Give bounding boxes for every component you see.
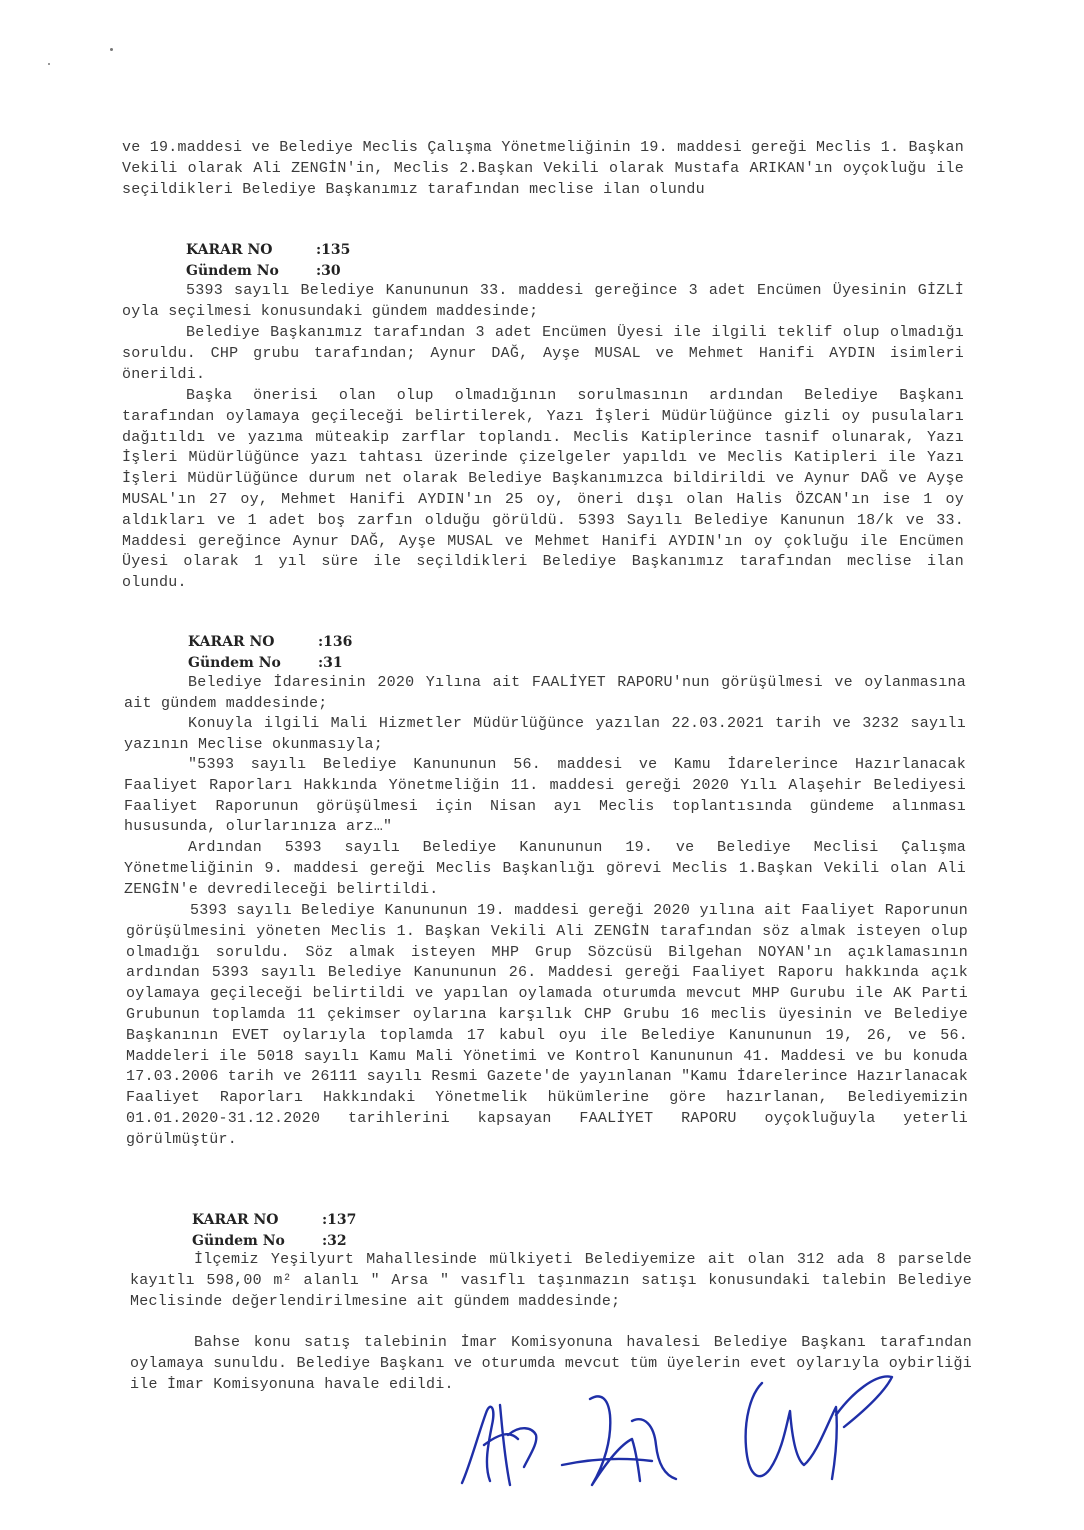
decision-137-header	[192, 1210, 356, 1252]
decision-135-paragraph-3: Başka önerisi olan olup olmadığının sorulmasının ardından Belediye Başkanı tarafından oylamaya geçileceği belirtilerek, Yazı İşleri Müdürlüğünce gizli oy pusulaları dağıtıldı ve yazıma müteakip zarflar toplandı. Meclis Katiplerince tasnif olunarak, Yazı İşleri Müdürlüğünce yazı tahtası üzerinde çizelgeler yapıldı ve Meclis Katipleri ile Yazı İşleri Müdürlüğünce durum net olarak Belediye Başkanımızca bildirildi ve Aynur DAĞ ve Ayşe MUSAL'ın 27 oy, Mehmet Hanifi AYDIN'ın 25 oy, öneri dışı olan Halis ÖZCAN'ın ise 1 oy aldıkları ve 1 adet boş zarfın olduğu görüldü. 5393 Sayılı Belediye Kanunun 18/k ve 33. Maddesi gereğince Aynur DAĞ, Ayşe MUSAL ve Mehmet Hanifi AYDIN'ın oy çokluğu ile Encümen Üyesi olarak 1 yıl süre ile seçildikleri Belediye Başkanımız tarafından meclise ilan olundu.	[122, 387, 964, 592]
scan-speck	[48, 63, 50, 65]
signatures	[440, 1335, 920, 1505]
gundem-no-value: :30	[316, 263, 341, 279]
karar-no-value: :136	[318, 634, 353, 650]
decision-136-paragraph-5: 5393 sayılı Belediye Kanununun 19. maddesi gereği 2020 yılına ait Faaliyet Raporunun görüşülmesini yöneten Meclis 1. Başkan Vekili Ali ZENGİN tarafından söz almak isteyen olup olmadığı soruldu. Söz almak isteyen MHP Grup Sözcüsü Bilgehan NOYAN'ın açıklamasının ardından 5393 sayılı Belediye Kanununun 26. Maddesi gereği Faaliyet Raporu hakkında açık oylamaya geçileceği belirtildi ve yapılan oylamada oturumda mevcut MHP Gurubu ile AK Parti Grubunun toplamda 11 çekimser oylarına karşılık CHP Grubu 16 meclis üyesinin ve Belediye Başkanının EVET oylarıyla toplamda 17 kabul oyu ile Belediye Kanununun 19, 26, ve 56. Maddeleri ile 5018 sayılı Kamu Mali Yönetimi ve Kontrol Kanununun 41. Maddesi ve bu konuda 17.03.2006 tarih ve 26111 sayılı Resmi Gazete'de yayınlanan "Kamu İdarelerince Hazırlanacak Faaliyet Raporları Hakkındaki Yönetmelik hükümlerine göre hazırlanan, Belediyemizin 01.01.2020-31.12.2020 tarihlerini kapsayan FAALİYET RAPORU oyçokluğuyla yeterli görülmüştür.	[126, 902, 968, 1148]
gundem-no-value: :31	[318, 655, 343, 671]
decision-137-paragraph-1: İlçemiz Yeşilyurt Mahallesinde mülkiyeti Belediyemize ait olan 312 ada 8 parselde kayıtlı 598,00 m² alanlı " Arsa " vasıflı taşınmazın satışı konusundaki talebin Belediye Meclisinde değerlendirilmesine ait gündem maddesinde;	[130, 1251, 972, 1310]
signature-1	[462, 1405, 536, 1485]
decision-135-paragraph-2: Belediye Başkanımız tarafından 3 adet Encümen Üyesi ile ilgili teklif olup olmadığı soruldu. CHP grubu tarafından; Aynur DAĞ, Ayşe MUSAL ve Mehmet Hanifi AYDIN isimleri önerildi.	[122, 324, 964, 383]
decision-136-paragraph-2: Konuyla ilgili Mali Hizmetler Müdürlüğünce yazılan 22.03.2021 tarih ve 3232 sayılı yazının Meclise okunmasıyla;	[124, 715, 966, 753]
decision-136-paragraph-4: Ardından 5393 sayılı Belediye Kanununun 19. ve Belediye Meclisi Çalışma Yönetmeliğinin 9. maddesi gereği Meclis Başkanlığı görevi Meclis 1.Başkan Vekili olan Ali ZENGİN'e devredileceği belirtildi.	[124, 839, 966, 898]
karar-no-label: KARAR NO	[186, 242, 273, 258]
karar-no-label: KARAR NO	[188, 634, 275, 650]
scan-speck	[110, 48, 113, 51]
decision-135-header	[186, 240, 350, 282]
intro-paragraph: ve 19.maddesi ve Belediye Meclis Çalışma Yönetmeliğinin 19. maddesi gereği Meclis 1. Başkan Vekili olarak Ali ZENGİN'in, Meclis 2.Başkan Vekili olarak Mustafa ARIKAN'ın oyçokluğu ile seçildikleri Belediye Başkanımız tarafından meclise ilan olundu	[122, 139, 964, 198]
karar-no-value: :137	[322, 1212, 357, 1228]
signature-3	[746, 1376, 892, 1479]
gundem-no-label: Gündem No	[186, 263, 279, 279]
decision-136-header	[188, 632, 352, 674]
signature-2	[562, 1396, 676, 1485]
gundem-no-label: Gündem No	[192, 1233, 285, 1249]
gundem-no-label: Gündem No	[188, 655, 281, 671]
decision-136-paragraph-3: "5393 sayılı Belediye Kanununun 56. maddesi ve Kamu İdarelerince Hazırlanacak Faaliyet Raporları Hakkında Yönetmeliğin 11. maddesi gereği 2020 Yılı Alaşehir Belediyesi Faaliyet Raporunun görüşülmesi için Nisan ayı Meclis toplantısında gündeme alınması hususunda, olurlarınıza arz…"	[124, 756, 966, 836]
decision-135-paragraph-1: 5393 sayılı Belediye Kanununun 33. maddesi gereğince 3 adet Encümen Üyesinin GİZLİ oyla seçilmesi konusundaki gündem maddesinde;	[122, 282, 964, 320]
decision-137-paragraph-2: Bahse konu satış talebinin İmar Komisyonuna havalesi Belediye Başkanı tarafından oylamaya sunuldu. Belediye Başkanı ve oturumda mevcut tüm üyelerin evet oylarıyla oybirliği ile İmar Komisyonuna havale edildi.	[130, 1334, 972, 1393]
karar-no-value: :135	[316, 242, 351, 258]
karar-no-label: KARAR NO	[192, 1212, 279, 1228]
decision-136-paragraph-1: Belediye İdaresinin 2020 Yılına ait FAALİYET RAPORU'nun görüşülmesi ve oylanmasına ait gündem maddesinde;	[124, 674, 966, 712]
gundem-no-value: :32	[322, 1233, 347, 1249]
